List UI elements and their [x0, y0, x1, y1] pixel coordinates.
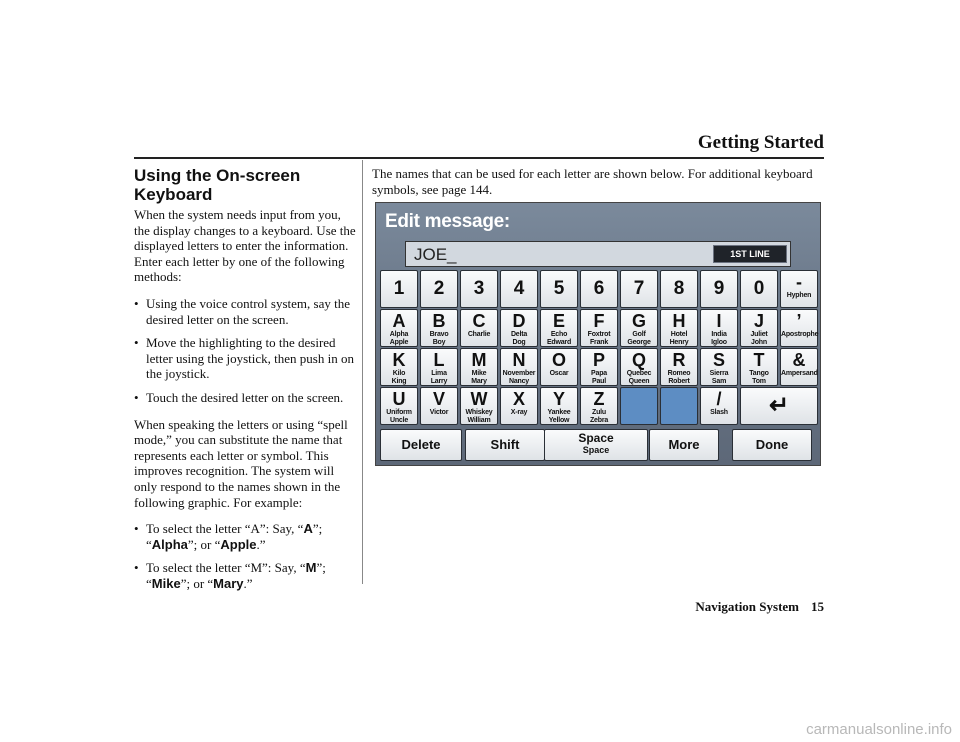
- key-phonetic: Tom: [752, 377, 766, 385]
- key-char: 9: [713, 278, 725, 299]
- shift-label: Shift: [490, 437, 520, 452]
- key-phonetic: Foxtrot: [587, 331, 611, 338]
- done-label: Done: [755, 437, 789, 452]
- key-phonetic: Frank: [589, 338, 609, 346]
- key-x[interactable]: [500, 387, 538, 425]
- key-phonetic: Uncle: [389, 416, 409, 424]
- key-phonetic: Alpha: [389, 331, 409, 338]
- key-india[interactable]: [700, 309, 738, 347]
- key-char: J: [753, 311, 764, 331]
- key-char: S: [712, 350, 725, 370]
- key-phonetic: Apple: [389, 338, 409, 346]
- key-phonetic: Larry: [430, 377, 448, 385]
- list-item: [134, 521, 356, 552]
- key-char: 5: [553, 278, 565, 299]
- key-phonetic: Tango: [749, 370, 769, 377]
- key-phonetic: Ampersand: [781, 370, 818, 377]
- key-char: V: [432, 389, 445, 409]
- key-sierra[interactable]: [700, 348, 738, 386]
- left-column: [134, 166, 356, 602]
- delete-button[interactable]: [380, 429, 462, 461]
- key-alpha[interactable]: [380, 309, 418, 347]
- key-y[interactable]: [540, 387, 578, 425]
- key-char: 6: [593, 278, 605, 299]
- key-char: 0: [753, 278, 765, 299]
- key-phonetic: India: [711, 331, 727, 338]
- key-0[interactable]: [740, 270, 778, 308]
- key-phonetic: Zebra: [589, 416, 609, 424]
- example-text: ”; “: [146, 521, 323, 552]
- key-phonetic: Juliet: [750, 331, 768, 338]
- key-phonetic: Edward: [546, 338, 572, 346]
- key-oscar[interactable]: [540, 348, 578, 386]
- key-tango[interactable]: [740, 348, 778, 386]
- key-char: T: [753, 350, 765, 370]
- key-char: C: [472, 311, 486, 331]
- intro-paragraph: When the system needs input from you, the display changes to a keyboard. Use the displayed letters to enter the information. Enter each letter by one of the following methods:: [134, 207, 356, 285]
- enter-button[interactable]: [740, 387, 818, 425]
- key-char: A: [392, 311, 406, 331]
- key-8[interactable]: [660, 270, 698, 308]
- key-char: /: [716, 389, 722, 409]
- key-char: B: [432, 311, 446, 331]
- key-apostrophe[interactable]: [780, 309, 818, 347]
- key-phonetic: Yankee: [547, 409, 571, 416]
- page-number: 15: [811, 599, 824, 614]
- shift-button[interactable]: [465, 429, 545, 461]
- key-char: F: [593, 311, 605, 331]
- column-divider: [362, 160, 363, 584]
- key-char: G: [631, 311, 646, 331]
- screen-title: Edit message:: [385, 211, 510, 232]
- key-phonetic: Yellow: [548, 416, 570, 424]
- key-phonetic: Whiskey: [465, 409, 493, 416]
- key-phonetic: Romeo: [667, 370, 691, 377]
- right-intro-paragraph: The names that can be used for each letter are shown below. For additional keyboard symbols, see page 144.: [372, 166, 813, 197]
- key-phonetic: Slash: [710, 409, 728, 416]
- key-char: -: [796, 272, 802, 292]
- key-hotel[interactable]: [660, 309, 698, 347]
- key-char: W: [470, 389, 488, 409]
- example-name: Apple: [220, 536, 257, 552]
- key-phonetic: Mary: [471, 377, 487, 385]
- delete-label: Delete: [401, 437, 441, 452]
- example-name: Alpha: [151, 536, 188, 552]
- key-phonetic: Igloo: [711, 338, 727, 346]
- key-phonetic: George: [627, 338, 651, 346]
- key-phonetic: King: [391, 377, 407, 385]
- header-rule: [134, 157, 824, 159]
- key-foxtrot[interactable]: [580, 309, 618, 347]
- key-phonetic: X-ray: [510, 409, 528, 416]
- key-7[interactable]: [620, 270, 658, 308]
- return-icon: ↵: [768, 392, 790, 419]
- section-heading: Using the On-screen Keyboard: [134, 166, 301, 204]
- space-button[interactable]: [544, 429, 648, 461]
- message-value: JOE_: [414, 245, 457, 264]
- key-phonetic: Henry: [669, 338, 689, 346]
- example-name: Mary: [213, 575, 244, 591]
- key-char: &: [792, 350, 806, 370]
- example-letter: M: [305, 560, 317, 576]
- key-char: 8: [673, 278, 685, 299]
- key-char: X: [512, 389, 525, 409]
- key-char: 1: [393, 278, 405, 299]
- key-char: K: [392, 350, 406, 370]
- input-methods-list: [134, 296, 356, 406]
- done-button[interactable]: [732, 429, 812, 461]
- list-item: • Touch the desired letter on the screen.: [134, 390, 356, 406]
- key-char: 4: [513, 278, 525, 299]
- key-3[interactable]: [460, 270, 498, 308]
- key-char: O: [551, 350, 566, 370]
- key-november[interactable]: [500, 348, 538, 386]
- key-phonetic: Charlie: [467, 331, 491, 338]
- more-button[interactable]: [649, 429, 719, 461]
- key-char: Y: [552, 389, 565, 409]
- key-papa[interactable]: [580, 348, 618, 386]
- key-v[interactable]: [420, 387, 458, 425]
- examples-list: [134, 521, 356, 591]
- key-char: E: [552, 311, 565, 331]
- key-char: N: [512, 350, 526, 370]
- key-phonetic: Dog: [512, 338, 526, 346]
- key-charlie[interactable]: [460, 309, 498, 347]
- key-char: R: [672, 350, 686, 370]
- key-phonetic: Bravo: [429, 331, 449, 338]
- key-phonetic: Kilo: [392, 370, 406, 377]
- key-char: Z: [593, 389, 605, 409]
- key-char: ’: [796, 311, 802, 331]
- key-z[interactable]: [580, 387, 618, 425]
- key-phonetic: Queen: [628, 377, 650, 385]
- key-phonetic: Victor: [429, 409, 449, 416]
- key-slash[interactable]: [700, 387, 738, 425]
- key-char: 7: [633, 278, 645, 299]
- list-item: • Move the highlighting to the desired letter using the joystick, then push in on the joystick.: [134, 335, 356, 382]
- more-label: More: [668, 437, 700, 452]
- key-6[interactable]: [580, 270, 618, 308]
- line-select-button[interactable]: 1ST LINE: [713, 245, 787, 263]
- key-phonetic: Boy: [432, 338, 446, 346]
- key-phonetic: Sierra: [709, 370, 729, 377]
- key-phonetic: Sam: [711, 377, 727, 385]
- spell-mode-paragraph: When speaking the letters or using “spell mode,” you can substitute the name that represents each letter or symbol. This improves recognition. The system will only respond to the names shown in the following graphic. For example:: [134, 416, 348, 510]
- section-title: Getting Started: [697, 132, 824, 153]
- key-char: L: [433, 350, 445, 370]
- key-char: M: [471, 350, 487, 370]
- key-char: I: [716, 311, 722, 331]
- key-kilo[interactable]: [380, 348, 418, 386]
- key-echo[interactable]: [540, 309, 578, 347]
- key-phonetic: Uniform: [386, 409, 412, 416]
- key-phonetic: Hotel: [670, 331, 688, 338]
- key-bravo[interactable]: [420, 309, 458, 347]
- key-juliet[interactable]: [740, 309, 778, 347]
- key-2[interactable]: [420, 270, 458, 308]
- example-text: ”; or “: [180, 575, 214, 591]
- key-phonetic: Oscar: [549, 370, 569, 377]
- key-phonetic: Golf: [632, 331, 646, 338]
- key-blank: [620, 387, 658, 425]
- key-char: D: [512, 311, 526, 331]
- key-phonetic: Quebec: [626, 370, 652, 377]
- key-quebec[interactable]: [620, 348, 658, 386]
- example-letter: A: [303, 521, 313, 537]
- key-romeo[interactable]: [660, 348, 698, 386]
- list-item: [134, 560, 356, 591]
- key-char: 2: [433, 278, 445, 299]
- list-item: • Using the voice control system, say the desired letter on the screen.: [134, 296, 356, 327]
- example-text: To select the letter “M”: Say, “: [146, 560, 306, 576]
- key-phonetic: Apostrophe: [781, 331, 819, 338]
- key-char: U: [392, 389, 406, 409]
- key-delta[interactable]: [500, 309, 538, 347]
- key-phonetic: Zulu: [592, 409, 606, 416]
- key-phonetic: Hyphen: [786, 292, 812, 299]
- key-char: Q: [631, 350, 646, 370]
- key-phonetic: William: [467, 416, 491, 424]
- key-5[interactable]: [540, 270, 578, 308]
- space-sublabel: Space: [582, 445, 610, 455]
- example-text: To select the letter “A”: Say, “: [146, 521, 304, 537]
- page-footer: [695, 599, 824, 615]
- watermark: carmanualsonline.info: [806, 721, 952, 738]
- key-9[interactable]: [700, 270, 738, 308]
- key-golf[interactable]: [620, 309, 658, 347]
- footer-book-title: Navigation System: [695, 599, 799, 614]
- key-phonetic: Echo: [550, 331, 568, 338]
- key-char: H: [672, 311, 686, 331]
- example-name: Mike: [151, 575, 181, 591]
- key-w[interactable]: [460, 387, 498, 425]
- key-blank: [660, 387, 698, 425]
- key-phonetic: Lima: [431, 370, 447, 377]
- key-lima[interactable]: [420, 348, 458, 386]
- onscreen-keyboard-screen: [375, 202, 821, 466]
- space-label: Space: [578, 431, 614, 445]
- example-text: ”; “: [146, 560, 326, 591]
- example-text: .”: [256, 536, 266, 552]
- key-hyphen[interactable]: [780, 270, 818, 308]
- key-phonetic: Mike: [471, 370, 487, 377]
- key-phonetic: Paul: [592, 377, 606, 385]
- key-phonetic: Delta: [510, 331, 528, 338]
- key-phonetic: Robert: [668, 377, 690, 385]
- key-phonetic: John: [751, 338, 767, 346]
- example-text: .”: [243, 575, 253, 591]
- message-input[interactable]: [405, 241, 791, 267]
- example-text: ”; or “: [187, 536, 221, 552]
- key-ampersand[interactable]: [780, 348, 818, 386]
- key-char: P: [592, 350, 605, 370]
- key-phonetic: November: [502, 370, 536, 377]
- key-1[interactable]: [380, 270, 418, 308]
- key-phonetic: Nancy: [508, 377, 529, 385]
- key-char: 3: [473, 278, 485, 299]
- key-4[interactable]: [500, 270, 538, 308]
- key-phonetic: Papa: [591, 370, 607, 377]
- key-mike[interactable]: [460, 348, 498, 386]
- key-u[interactable]: [380, 387, 418, 425]
